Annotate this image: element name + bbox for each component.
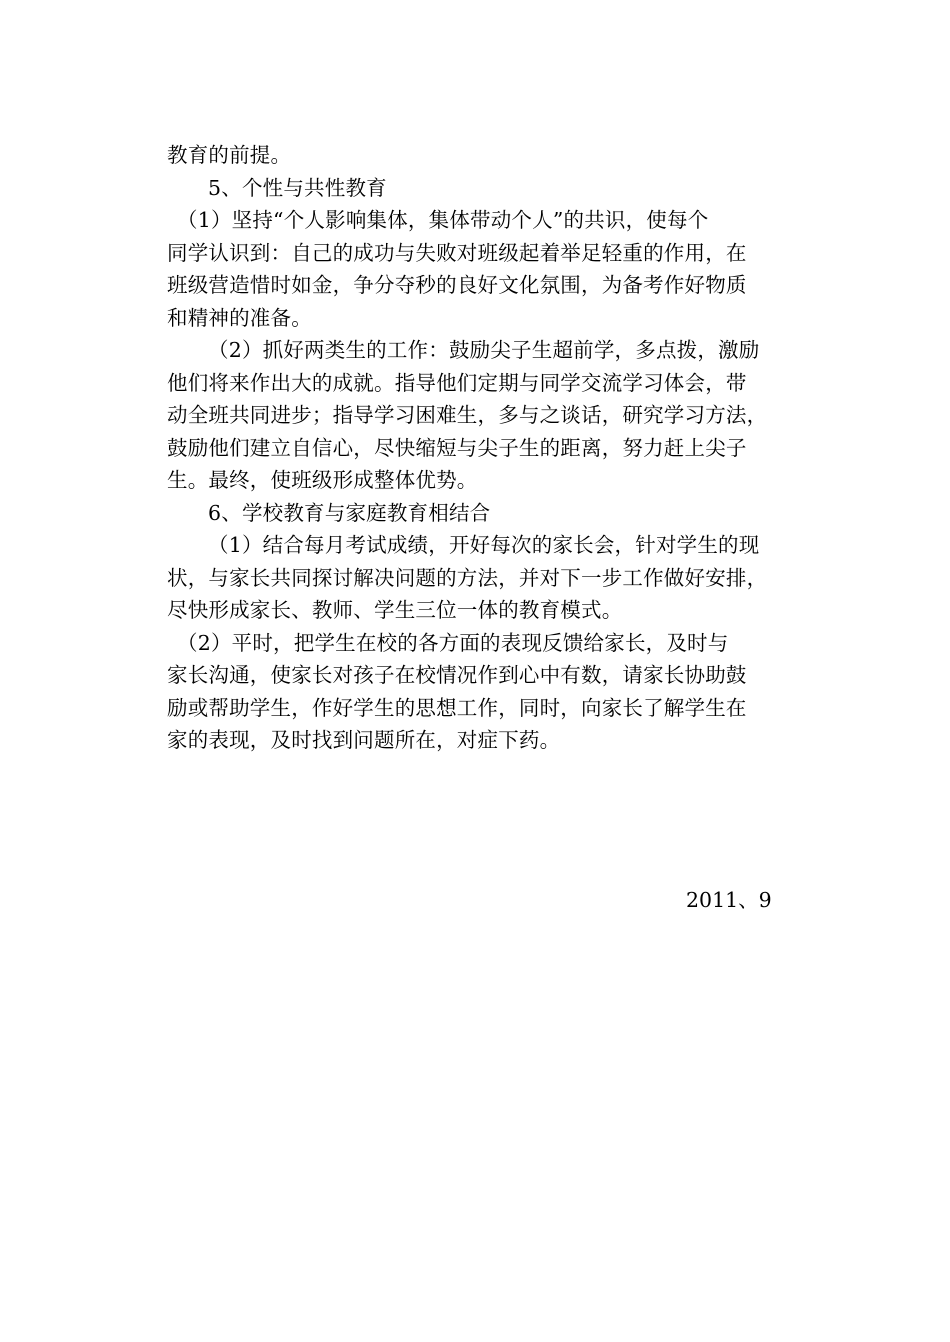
text-line: 班级营造惜时如金，争分夺秒的良好文化氛围，为备考作好物质 — [167, 273, 747, 297]
text-line: 动全班共同进步；指导学习困难生，多与之谈话，研究学习方法， — [167, 403, 768, 427]
text-line: 尽快形成家长、教师、学生三位一体的教育模式。 — [167, 598, 623, 622]
text-line: 他们将来作出大的成就。指导他们定期与同学交流学习体会，带 — [167, 370, 747, 395]
text-line: 生。最终，使班级形成整体优势。 — [167, 468, 478, 492]
section-heading: 6、学校教育与家庭教育相结合 — [208, 500, 491, 525]
text-line: 状，与家长共同探讨解决问题的方法，并对下一步工作做好安排， — [167, 565, 768, 590]
text-line: （2）平时，把学生在校的各方面的表现反馈给家长，及时与 — [177, 630, 729, 655]
text-line: （1）坚持“个人影响集体，集体带动个人”的共识，使每个 — [177, 208, 709, 232]
text-line: （1）结合每月考试成绩，开好每次的家长会，针对学生的现 — [208, 533, 760, 557]
text-line: 教育的前提。 — [167, 143, 292, 167]
text-line: （2）抓好两类生的工作：鼓励尖子生超前学，多点拨，激励 — [208, 338, 760, 362]
text-line: 同学认识到：自己的成功与失败对班级起着举足轻重的作用，在 — [167, 240, 747, 265]
text-line: 家长沟通，使家长对孩子在校情况作到心中有数，请家长协助鼓 — [167, 663, 747, 687]
document-body — [167, 139, 790, 757]
text-line: 和精神的准备。 — [167, 305, 312, 330]
text-line: 鼓励他们建立自信心，尽快缩短与尖子生的距离，努力赶上尖子 — [167, 435, 747, 460]
text-line: 家的表现，及时找到问题所在，对症下药。 — [167, 728, 561, 752]
text-line: 励或帮助学生，作好学生的思想工作，同时，向家长了解学生在 — [167, 695, 747, 720]
document-date: 2011、9 — [686, 888, 772, 912]
section-heading: 5、个性与共性教育 — [208, 175, 387, 200]
